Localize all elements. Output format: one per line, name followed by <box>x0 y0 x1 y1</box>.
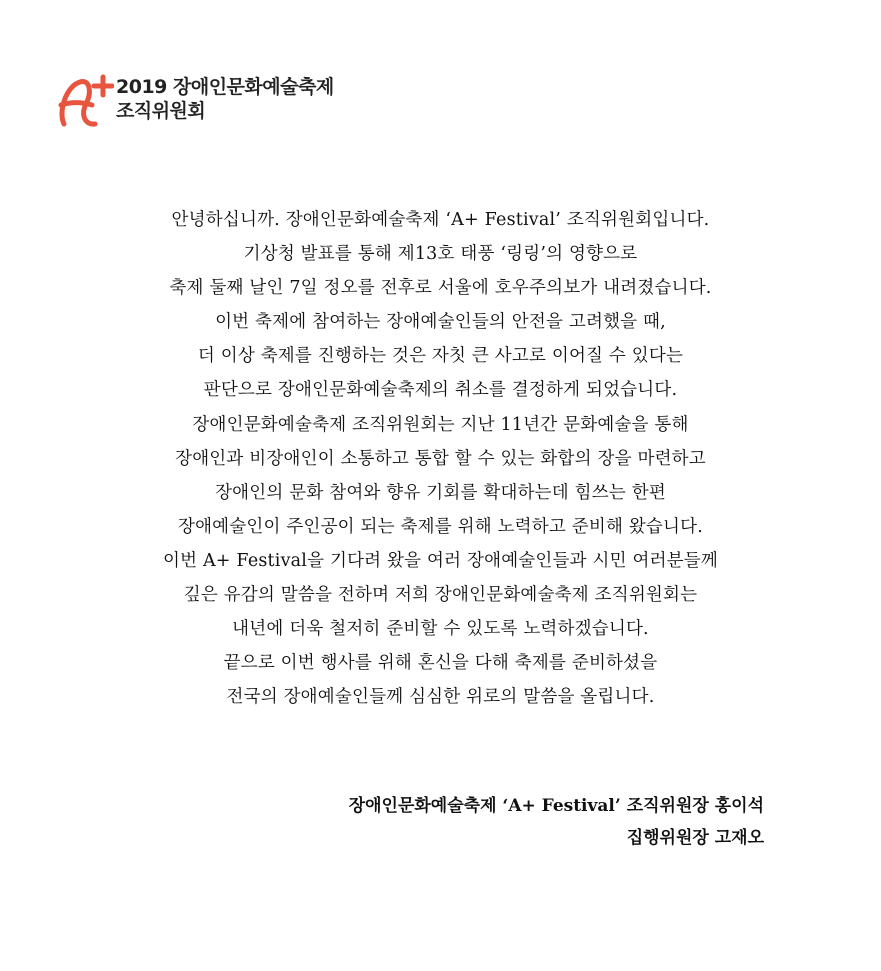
letter-line: 축제 둘째 날인 7일 정오를 전후로 서울에 호우주의보가 내려졌습니다. <box>169 278 712 299</box>
festival-logo <box>54 72 334 130</box>
a-plus-logo-icon <box>54 72 114 130</box>
letter-line: 판단으로 장애인문화예술축제의 취소를 결정하게 되었습니다. <box>203 380 678 401</box>
logo-text <box>116 75 334 123</box>
letter-body <box>0 203 881 714</box>
signature-chairman: 장애인문화예술축제 ‘A+ Festival’ 조직위원장 홍이석 <box>348 796 764 816</box>
letter-line: 끝으로 이번 행사를 위해 혼신을 다해 축제를 준비하셨을 <box>223 653 658 674</box>
letter-line: 이번 A+ Festival을 기다려 왔을 여러 장애예술인들과 시민 여러분들께 <box>163 550 718 571</box>
letter-line: 내년에 더욱 철저히 준비할 수 있도록 노력하겠습니다. <box>232 619 649 640</box>
letter-line: 장애인의 문화 참여와 향유 기회를 확대하는데 힘쓰는 한편 <box>215 482 666 503</box>
logo-title-line2: 조직위원회 <box>116 100 206 122</box>
letter-line: 장애인과 비장애인이 소통하고 통합 할 수 있는 화합의 장을 마련하고 <box>175 448 706 469</box>
letter-line: 안녕하십니까. 장애인문화예술축제 ‘A+ Festival’ 조직위원회입니다. <box>171 210 710 230</box>
letter-line: 깊은 유감의 말씀을 전하며 저희 장애인문화예술축제 조직위원회는 <box>183 585 698 606</box>
signature-executive: 집행위원장 고재오 <box>626 828 764 848</box>
signature-block <box>349 790 764 854</box>
logo-title-line1: 2019 장애인문화예술축제 <box>116 76 334 98</box>
letter-line: 장애인문화예술축제 조직위원회는 지난 11년간 문화예술을 통해 <box>192 414 689 435</box>
letter-line: 이번 축제에 참여하는 장애예술인들의 안전을 고려했을 때, <box>215 312 666 333</box>
letter-line: 더 이상 축제를 진행하는 것은 자칫 큰 사고로 이어질 수 있다는 <box>197 346 684 367</box>
letter-line: 장애예술인이 주인공이 되는 축제를 위해 노력하고 준비해 왔습니다. <box>177 516 704 537</box>
letter-line: 전국의 장애예술인들께 심심한 위로의 말씀을 올립니다. <box>226 687 655 708</box>
letter-line: 기상청 발표를 통해 제13호 태풍 ‘링링’의 영향으로 <box>243 244 638 265</box>
